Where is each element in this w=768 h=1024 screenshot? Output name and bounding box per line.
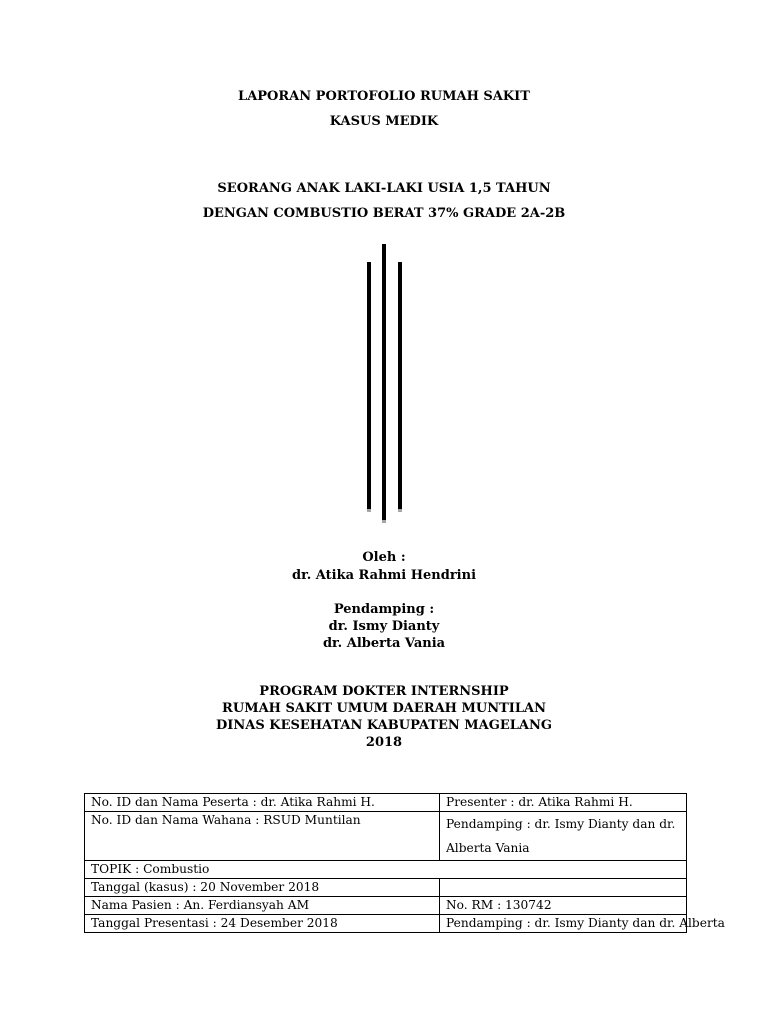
table-row [85, 915, 687, 933]
institution-line-2: RUMAH SAKIT UMUM DAERAH MUNTILAN [222, 701, 546, 716]
table-row [85, 897, 687, 915]
report-subheading: KASUS MEDIK [329, 114, 439, 129]
supervisor-cell-top: Pendamping : dr. Ismy Dianty dan dr. Alberta Vania [440, 812, 687, 861]
author-name: dr. Atika Rahmi Hendrini [291, 568, 477, 583]
bar-left [367, 262, 371, 509]
empty-cell [440, 879, 687, 897]
bar-center [382, 244, 386, 520]
table-row [85, 812, 687, 861]
case-date-cell: Tanggal (kasus) : 20 November 2018 [85, 879, 440, 897]
presentation-date-cell: Tanggal Presentasi : 24 Desember 2018 [85, 915, 440, 933]
medical-record-cell: No. RM : 130742 [440, 897, 687, 915]
supervisor-cell-bottom: Pendamping : dr. Ismy Dianty dan dr. Alberta [440, 915, 687, 933]
case-title-line-1: SEORANG ANAK LAKI-LAKI USIA 1,5 TAHUN [217, 181, 551, 196]
supervisor-label: Pendamping : [333, 602, 435, 617]
table-row [85, 794, 687, 812]
case-title-line-2: DENGAN COMBUSTIO BERAT 37% GRADE 2A-2B [202, 206, 566, 221]
table-row [85, 879, 687, 897]
case-info-table [84, 793, 725, 933]
supervisor-name-1: dr. Ismy Dianty [328, 619, 440, 634]
topic-cell: TOPIK : Combustio [85, 861, 687, 879]
report-heading: LAPORAN PORTOFOLIO RUMAH SAKIT [238, 89, 530, 104]
institution-year: 2018 [365, 735, 403, 750]
presenter-cell: Presenter : dr. Atika Rahmi H. [440, 794, 687, 812]
table-row [85, 861, 687, 879]
author-label: Oleh : [362, 550, 406, 565]
institution-line-3: DINAS KESEHATAN KABUPATEN MAGELANG [216, 718, 552, 733]
supervisor-name-2: dr. Alberta Vania [322, 636, 446, 651]
patient-name-cell: Nama Pasien : An. Ferdiansyah AM [85, 897, 440, 915]
facility-cell: No. ID dan Nama Wahana : RSUD Muntilan [85, 812, 440, 861]
participant-cell: No. ID dan Nama Peserta : dr. Atika Rahmi H. [85, 794, 440, 812]
bar-right [398, 262, 402, 509]
institution-line-1: PROGRAM DOKTER INTERNSHIP [259, 684, 509, 699]
